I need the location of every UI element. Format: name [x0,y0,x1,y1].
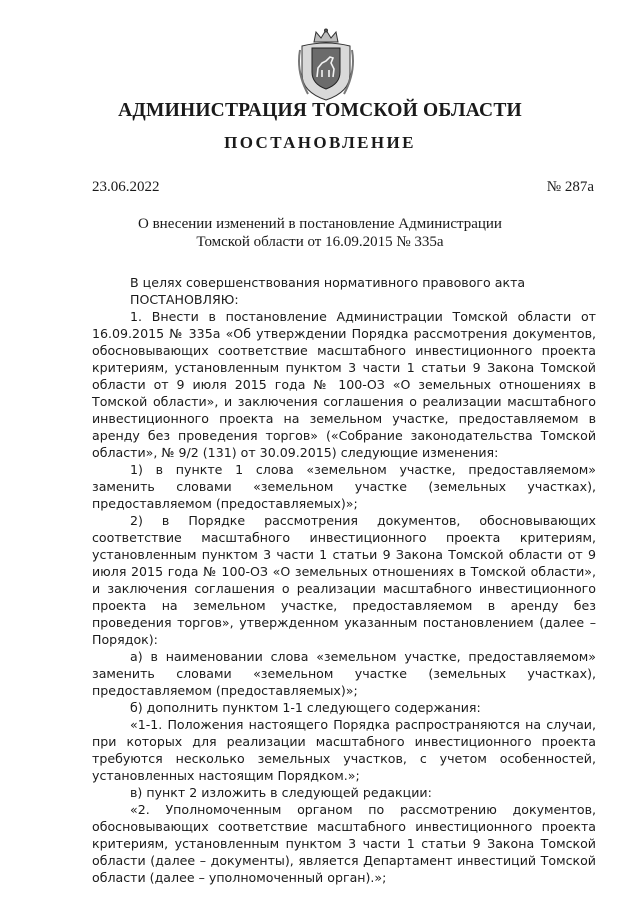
organization-title: АДМИНИСТРАЦИЯ ТОМСКОЙ ОБЛАСТИ [118,100,522,121]
quoted-paragraph: «2. Уполномоченным органом по рассмотрению документов, обосновывающих соответствие масштабного инвестиционного проекта критериям, установленным пунктом 3 части 1 статьи 9 Закона Томской области (далее – документы), является Департамент инвестиций Томской области (далее – уполномоченный орган).»; [92,802,596,885]
quoted-paragraph: «1-1. Положения настоящего Порядка распространяются на случаи, при которых для реализации масштабного инвестиционного проекта требуются несколько земельных участков, с учетом особенностей, установленных настоящим Порядком.»; [92,717,596,783]
document-date: 23.06.2022 [92,179,160,195]
decree-word: ПОСТАНОВЛЯЮ: [130,292,239,307]
paragraph: а) в наименовании слова «земельном участке, предоставляемом» заменить словами «земельном участке (земельных участках), предоставляемом (предоставляемых)»; [92,649,596,698]
paragraph: 1) в пункте 1 слова «земельном участке, предоставляемом» заменить словами «земельном участке (земельных участках), предоставляемом (предоставляемых)»; [92,462,596,511]
paragraph: 2) в Порядке рассмотрения документов, обосновывающих соответствие масштабного инвестиционного проекта критериям, установленным пунктом 3 части 1 статьи 9 Закона Томской области от 9 июля 2015 года № 100-ОЗ «О земельных отношениях в Томской области», и заключения соглашения о реализации масштабного инвестиционного проекта на земельном участке, предоставляемом в аренду без проведения торгов», утвержденном указанным постановлением (далее – Порядок): [92,513,596,647]
paragraph: б) дополнить пунктом 1-1 следующего содержания: [130,700,481,715]
subject-line: О внесении изменений в постановление Администрации [138,216,502,232]
document-subject [0,216,640,251]
preamble: В целях совершенствования нормативного правового акта [130,275,526,290]
paragraph: в) пункт 2 изложить в следующей редакции: [130,785,432,800]
document-type: ПОСТАНОВЛЕНИЕ [224,133,416,152]
paragraph: 1. Внести в постановление Администрации Томской области от 16.09.2015 № 335а «Об утверждении Порядка рассмотрения документов, обосновывающих соответствие масштабного инвестиционного проекта критериям, установленным пунктом 3 части 1 статьи 9 Закона Томской области от 9 июля 2015 года № 100-ОЗ «О земельных отношениях в Томской области», и заключения соглашения о реализации масштабного инвестиционного проекта на земельном участке, предоставляемом в аренду без проведения торгов» («Собрание законодательства Томской области», № 9/2 (131) от 30.09.2015) следующие изменения: [92,309,596,460]
document-body [92,274,596,886]
subject-line: Томской области от 16.09.2015 № 335а [196,233,444,250]
coat-of-arms-icon [296,28,356,102]
document-number: № 287а [546,179,594,195]
